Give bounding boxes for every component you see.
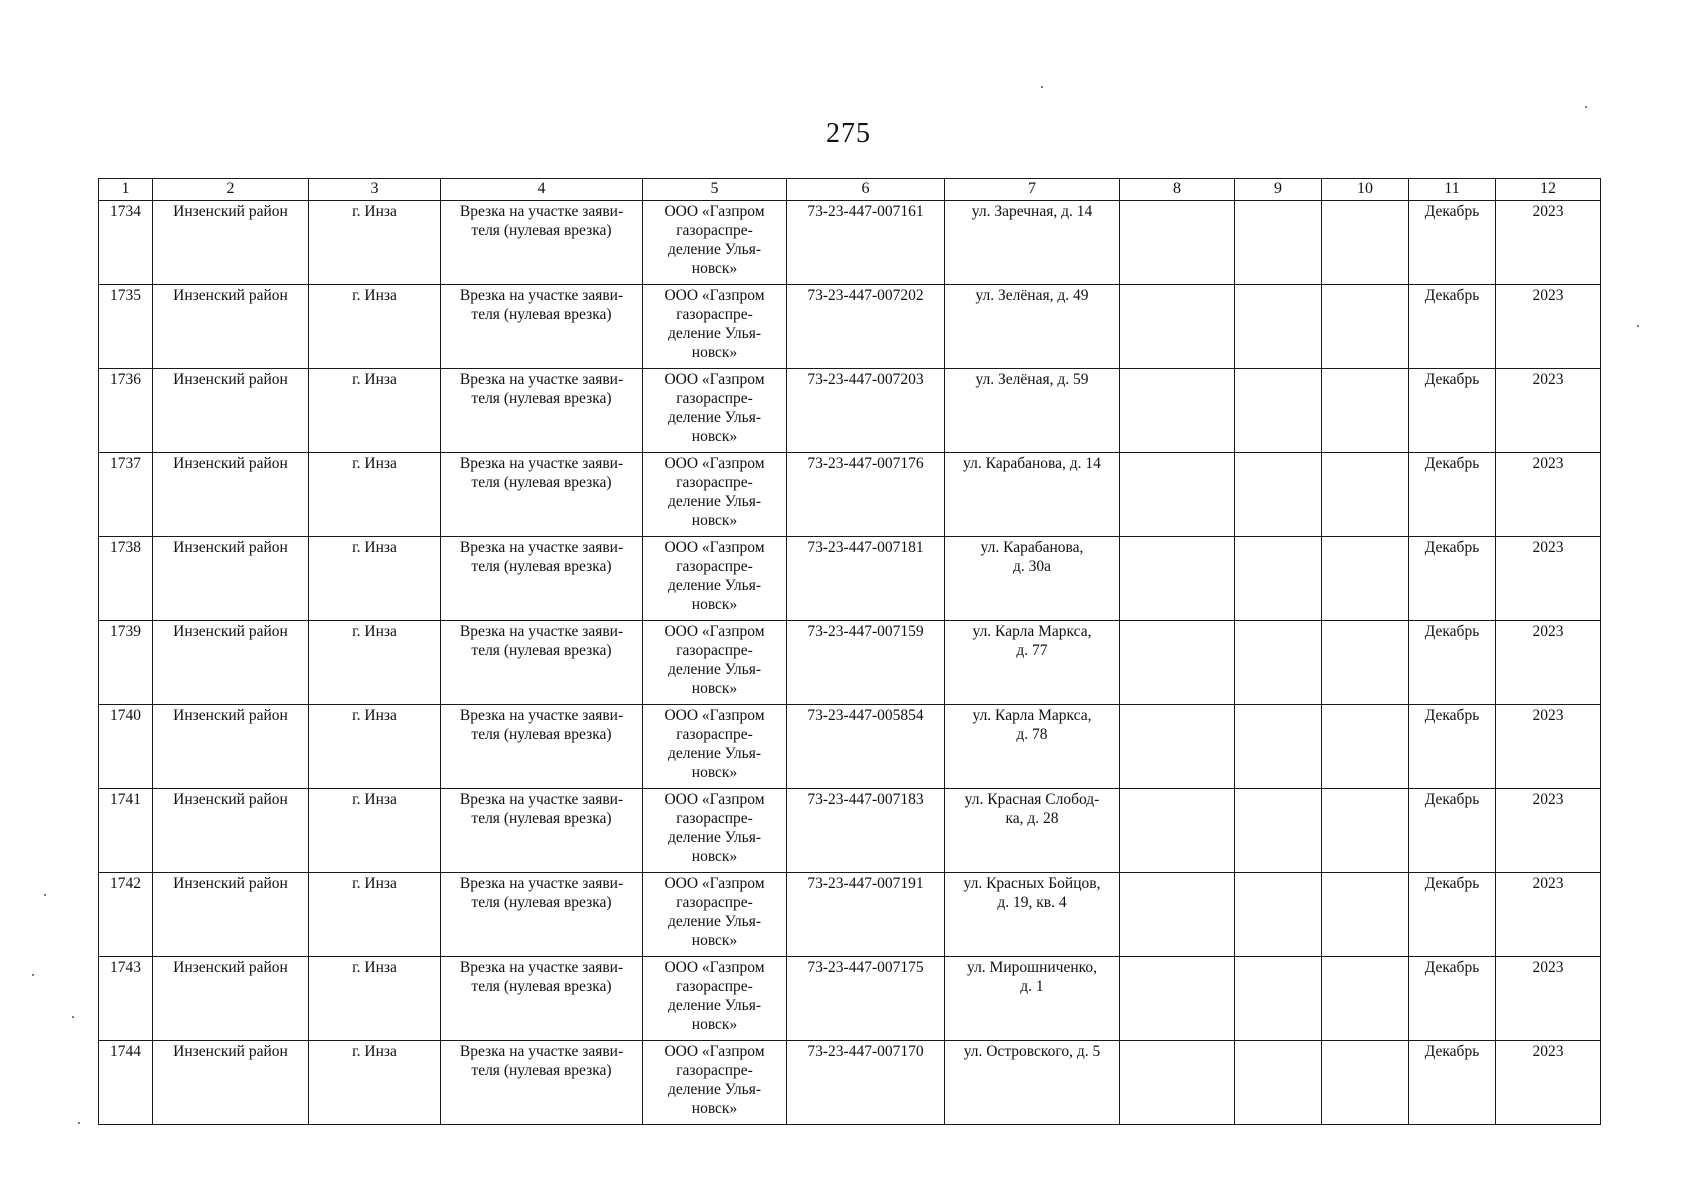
year-cell: 2023 [1496, 369, 1601, 453]
year-cell: 2023 [1496, 285, 1601, 369]
district-cell: Инзенский район [153, 201, 309, 285]
column-number: 1 [99, 179, 153, 201]
month-cell: Декабрь [1409, 789, 1496, 873]
column-9-cell [1235, 201, 1322, 285]
row-number: 1734 [99, 201, 153, 285]
address-cell: ул. Зелёная, д. 49 [945, 285, 1120, 369]
column-10-cell [1322, 201, 1409, 285]
column-10-cell [1322, 369, 1409, 453]
district-cell: Инзенский район [153, 1041, 309, 1125]
table-row [99, 369, 1601, 453]
month-cell: Декабрь [1409, 1041, 1496, 1125]
column-number: 10 [1322, 179, 1409, 201]
row-number: 1739 [99, 621, 153, 705]
organization-cell: ООО «Газпром газораспре- деление Улья- новск» [643, 621, 787, 705]
object-code-cell: 73-23-447-005854 [787, 705, 945, 789]
work-type-cell: Врезка на участке заяви- теля (нулевая врезка) [441, 705, 643, 789]
table-row [99, 621, 1601, 705]
column-9-cell [1235, 369, 1322, 453]
organization-cell: ООО «Газпром газораспре- деление Улья- новск» [643, 201, 787, 285]
register-table [98, 178, 1601, 1125]
work-type-cell: Врезка на участке заяви- теля (нулевая врезка) [441, 453, 643, 537]
column-10-cell [1322, 537, 1409, 621]
scan-speck [78, 1122, 80, 1124]
organization-cell: ООО «Газпром газораспре- деление Улья- новск» [643, 873, 787, 957]
row-number: 1737 [99, 453, 153, 537]
month-cell: Декабрь [1409, 201, 1496, 285]
table-row [99, 873, 1601, 957]
locality-cell: г. Инза [309, 873, 441, 957]
year-cell: 2023 [1496, 789, 1601, 873]
column-10-cell [1322, 957, 1409, 1041]
organization-cell: ООО «Газпром газораспре- деление Улья- новск» [643, 957, 787, 1041]
year-cell: 2023 [1496, 537, 1601, 621]
district-cell: Инзенский район [153, 537, 309, 621]
object-code-cell: 73-23-447-007175 [787, 957, 945, 1041]
work-type-cell: Врезка на участке заяви- теля (нулевая врезка) [441, 537, 643, 621]
district-cell: Инзенский район [153, 369, 309, 453]
district-cell: Инзенский район [153, 957, 309, 1041]
organization-cell: ООО «Газпром газораспре- деление Улья- новск» [643, 537, 787, 621]
year-cell: 2023 [1496, 957, 1601, 1041]
table-row [99, 957, 1601, 1041]
district-cell: Инзенский район [153, 789, 309, 873]
work-type-cell: Врезка на участке заяви- теля (нулевая врезка) [441, 201, 643, 285]
column-10-cell [1322, 285, 1409, 369]
column-number: 7 [945, 179, 1120, 201]
work-type-cell: Врезка на участке заяви- теля (нулевая врезка) [441, 369, 643, 453]
locality-cell: г. Инза [309, 201, 441, 285]
work-type-cell: Врезка на участке заяви- теля (нулевая врезка) [441, 285, 643, 369]
month-cell: Декабрь [1409, 369, 1496, 453]
table-row [99, 705, 1601, 789]
month-cell: Декабрь [1409, 705, 1496, 789]
organization-cell: ООО «Газпром газораспре- деление Улья- новск» [643, 789, 787, 873]
year-cell: 2023 [1496, 453, 1601, 537]
organization-cell: ООО «Газпром газораспре- деление Улья- новск» [643, 369, 787, 453]
locality-cell: г. Инза [309, 453, 441, 537]
table-row [99, 453, 1601, 537]
column-10-cell [1322, 453, 1409, 537]
organization-cell: ООО «Газпром газораспре- деление Улья- новск» [643, 1041, 787, 1125]
address-cell: ул. Красных Бойцов, д. 19, кв. 4 [945, 873, 1120, 957]
column-number: 5 [643, 179, 787, 201]
scan-speck [72, 1016, 74, 1018]
column-10-cell [1322, 873, 1409, 957]
column-9-cell [1235, 453, 1322, 537]
scan-speck [1041, 86, 1043, 88]
address-cell: ул. Карабанова, д. 30а [945, 537, 1120, 621]
work-type-cell: Врезка на участке заяви- теля (нулевая врезка) [441, 957, 643, 1041]
column-10-cell [1322, 1041, 1409, 1125]
column-10-cell [1322, 621, 1409, 705]
object-code-cell: 73-23-447-007183 [787, 789, 945, 873]
object-code-cell: 73-23-447-007176 [787, 453, 945, 537]
column-8-cell [1120, 285, 1235, 369]
address-cell: ул. Мирошниченко, д. 1 [945, 957, 1120, 1041]
column-8-cell [1120, 621, 1235, 705]
month-cell: Декабрь [1409, 453, 1496, 537]
column-number: 8 [1120, 179, 1235, 201]
address-cell: ул. Островского, д. 5 [945, 1041, 1120, 1125]
scan-speck [32, 974, 34, 976]
column-number: 11 [1409, 179, 1496, 201]
locality-cell: г. Инза [309, 705, 441, 789]
address-cell: ул. Зелёная, д. 59 [945, 369, 1120, 453]
column-8-cell [1120, 369, 1235, 453]
column-number: 4 [441, 179, 643, 201]
table-row [99, 285, 1601, 369]
table-row [99, 789, 1601, 873]
locality-cell: г. Инза [309, 537, 441, 621]
locality-cell: г. Инза [309, 957, 441, 1041]
column-9-cell [1235, 705, 1322, 789]
table-row [99, 537, 1601, 621]
scan-speck [44, 894, 46, 896]
object-code-cell: 73-23-447-007191 [787, 873, 945, 957]
year-cell: 2023 [1496, 201, 1601, 285]
year-cell: 2023 [1496, 1041, 1601, 1125]
month-cell: Декабрь [1409, 873, 1496, 957]
object-code-cell: 73-23-447-007170 [787, 1041, 945, 1125]
column-10-cell [1322, 705, 1409, 789]
object-code-cell: 73-23-447-007202 [787, 285, 945, 369]
year-cell: 2023 [1496, 873, 1601, 957]
scan-speck [1585, 106, 1587, 108]
address-cell: ул. Карла Маркса, д. 78 [945, 705, 1120, 789]
column-9-cell [1235, 1041, 1322, 1125]
district-cell: Инзенский район [153, 873, 309, 957]
locality-cell: г. Инза [309, 1041, 441, 1125]
column-8-cell [1120, 957, 1235, 1041]
column-9-cell [1235, 873, 1322, 957]
table-body [99, 201, 1601, 1125]
column-9-cell [1235, 285, 1322, 369]
month-cell: Декабрь [1409, 621, 1496, 705]
work-type-cell: Врезка на участке заяви- теля (нулевая врезка) [441, 621, 643, 705]
column-10-cell [1322, 789, 1409, 873]
column-8-cell [1120, 705, 1235, 789]
row-number: 1735 [99, 285, 153, 369]
address-cell: ул. Карабанова, д. 14 [945, 453, 1120, 537]
column-number: 6 [787, 179, 945, 201]
district-cell: Инзенский район [153, 621, 309, 705]
district-cell: Инзенский район [153, 705, 309, 789]
row-number: 1738 [99, 537, 153, 621]
address-cell: ул. Красная Слобод- ка, д. 28 [945, 789, 1120, 873]
column-9-cell [1235, 537, 1322, 621]
object-code-cell: 73-23-447-007161 [787, 201, 945, 285]
column-8-cell [1120, 873, 1235, 957]
column-number: 2 [153, 179, 309, 201]
column-number: 3 [309, 179, 441, 201]
column-number-row [99, 179, 1601, 201]
column-8-cell [1120, 201, 1235, 285]
object-code-cell: 73-23-447-007159 [787, 621, 945, 705]
row-number: 1742 [99, 873, 153, 957]
district-cell: Инзенский район [153, 453, 309, 537]
table-row [99, 201, 1601, 285]
month-cell: Декабрь [1409, 285, 1496, 369]
year-cell: 2023 [1496, 621, 1601, 705]
row-number: 1744 [99, 1041, 153, 1125]
row-number: 1736 [99, 369, 153, 453]
month-cell: Декабрь [1409, 957, 1496, 1041]
row-number: 1741 [99, 789, 153, 873]
column-8-cell [1120, 537, 1235, 621]
organization-cell: ООО «Газпром газораспре- деление Улья- новск» [643, 705, 787, 789]
column-8-cell [1120, 789, 1235, 873]
column-8-cell [1120, 1041, 1235, 1125]
year-cell: 2023 [1496, 705, 1601, 789]
locality-cell: г. Инза [309, 789, 441, 873]
table-row [99, 1041, 1601, 1125]
address-cell: ул. Заречная, д. 14 [945, 201, 1120, 285]
locality-cell: г. Инза [309, 369, 441, 453]
locality-cell: г. Инза [309, 285, 441, 369]
column-number: 12 [1496, 179, 1601, 201]
row-number: 1743 [99, 957, 153, 1041]
column-number: 9 [1235, 179, 1322, 201]
organization-cell: ООО «Газпром газораспре- деление Улья- новск» [643, 453, 787, 537]
column-9-cell [1235, 789, 1322, 873]
column-8-cell [1120, 453, 1235, 537]
scan-speck [1637, 325, 1639, 327]
address-cell: ул. Карла Маркса, д. 77 [945, 621, 1120, 705]
object-code-cell: 73-23-447-007181 [787, 537, 945, 621]
page-number: 275 [826, 118, 871, 149]
organization-cell: ООО «Газпром газораспре- деление Улья- новск» [643, 285, 787, 369]
locality-cell: г. Инза [309, 621, 441, 705]
work-type-cell: Врезка на участке заяви- теля (нулевая врезка) [441, 873, 643, 957]
month-cell: Декабрь [1409, 537, 1496, 621]
work-type-cell: Врезка на участке заяви- теля (нулевая врезка) [441, 1041, 643, 1125]
column-9-cell [1235, 957, 1322, 1041]
district-cell: Инзенский район [153, 285, 309, 369]
row-number: 1740 [99, 705, 153, 789]
column-9-cell [1235, 621, 1322, 705]
object-code-cell: 73-23-447-007203 [787, 369, 945, 453]
work-type-cell: Врезка на участке заяви- теля (нулевая врезка) [441, 789, 643, 873]
